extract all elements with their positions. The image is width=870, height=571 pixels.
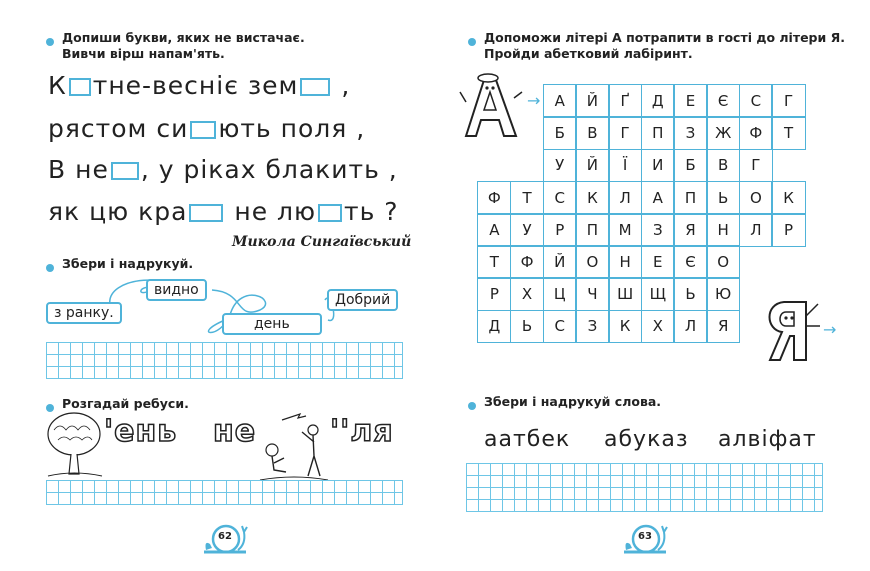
- maze-cell[interactable]: Х: [641, 310, 675, 344]
- maze-cell[interactable]: З: [673, 116, 707, 150]
- maze-empty-cell: [477, 84, 511, 118]
- rebus-2b: ''ля: [330, 414, 394, 449]
- maze-cell[interactable]: С: [739, 84, 773, 118]
- maze-cell[interactable]: Г: [608, 116, 642, 150]
- scrambled-word: аатбек: [484, 427, 571, 452]
- maze-cell[interactable]: Й: [575, 149, 609, 183]
- end-arrow-icon: →: [823, 320, 837, 339]
- maze-cell[interactable]: А: [477, 213, 511, 247]
- word-card[interactable]: день: [222, 313, 322, 335]
- writing-grid[interactable]: [46, 342, 403, 379]
- word-card[interactable]: Добрий: [327, 289, 398, 311]
- maze-cell[interactable]: Х: [510, 277, 544, 311]
- missing-letter-box[interactable]: [318, 204, 342, 222]
- task2-instruction: Збери і надрукуй.: [62, 256, 194, 271]
- maze-cell[interactable]: О: [575, 245, 609, 279]
- poem-line-3: В не , у ріках блакить ,: [48, 155, 398, 184]
- maze-empty-cell: [739, 245, 773, 279]
- maze-cell[interactable]: Т: [510, 181, 544, 215]
- maze-cell[interactable]: Л: [739, 213, 773, 247]
- task2-instruction-right: Збери і надрукуй слова.: [484, 394, 662, 409]
- maze-cell[interactable]: Б: [543, 116, 577, 150]
- maze-cell[interactable]: П: [641, 116, 675, 150]
- bullet-icon: [468, 402, 476, 410]
- maze-cell[interactable]: Ї: [608, 149, 642, 183]
- maze-cell[interactable]: Ґ: [608, 84, 642, 118]
- writing-grid[interactable]: [46, 480, 403, 505]
- maze-cell[interactable]: З: [575, 310, 609, 344]
- writing-grid[interactable]: [466, 463, 823, 512]
- maze-cell[interactable]: Г: [771, 84, 805, 118]
- letter-ya-character-icon: [752, 296, 828, 366]
- page-number: 62: [218, 531, 232, 542]
- maze-cell[interactable]: Я: [673, 213, 707, 247]
- poem-line-1: К тне-весніє зем ,: [48, 71, 351, 100]
- maze-empty-cell: [510, 116, 544, 150]
- task1-instruction: Допиши букви, яких не вистачає. Вивчи вірш напам'ять.: [62, 30, 305, 61]
- maze-cell[interactable]: Д: [477, 310, 511, 344]
- maze-cell[interactable]: К: [608, 310, 642, 344]
- maze-cell[interactable]: Т: [477, 245, 511, 279]
- maze-cell[interactable]: Ц: [543, 277, 577, 311]
- maze-cell[interactable]: Г: [739, 149, 773, 183]
- maze-cell[interactable]: Р: [771, 213, 805, 247]
- scrambled-word: алвіфат: [718, 427, 817, 452]
- poem-line-4: як цю кра не лю ть ?: [48, 197, 399, 226]
- bullet-icon: [46, 38, 54, 46]
- maze-cell[interactable]: Е: [673, 84, 707, 118]
- maze-cell[interactable]: К: [575, 181, 609, 215]
- bullet-icon: [468, 38, 476, 46]
- maze-cell[interactable]: Ь: [673, 277, 707, 311]
- maze-cell[interactable]: Щ: [641, 277, 675, 311]
- maze-cell[interactable]: Ч: [575, 277, 609, 311]
- maze-cell[interactable]: Є: [673, 245, 707, 279]
- maze-cell[interactable]: О: [706, 245, 740, 279]
- children-plane-icon: [258, 408, 330, 486]
- maze-empty-cell: [771, 245, 805, 279]
- maze-cell[interactable]: П: [673, 181, 707, 215]
- maze-cell[interactable]: Ж: [706, 116, 740, 150]
- word-card[interactable]: з ранку.: [46, 302, 122, 324]
- maze-instruction-line-1: Допоможи літері А потрапити в гості до літери Я.: [484, 30, 845, 45]
- missing-letter-box[interactable]: [190, 121, 216, 139]
- scrambled-word: абуказ: [604, 427, 689, 452]
- maze-cell[interactable]: А: [641, 181, 675, 215]
- maze-cell[interactable]: С: [543, 181, 577, 215]
- maze-cell[interactable]: В: [575, 116, 609, 150]
- poem-author: Микола Сингаївський: [232, 234, 412, 250]
- maze-cell[interactable]: У: [543, 149, 577, 183]
- maze-empty-cell: [510, 84, 544, 118]
- maze-cell[interactable]: Ш: [608, 277, 642, 311]
- maze-cell[interactable]: Й: [543, 245, 577, 279]
- maze-cell[interactable]: Т: [771, 116, 805, 150]
- maze-cell[interactable]: Ф: [477, 181, 511, 215]
- maze-empty-cell: [510, 149, 544, 183]
- maze-cell[interactable]: И: [641, 149, 675, 183]
- maze-cell[interactable]: Н: [706, 213, 740, 247]
- maze-cell[interactable]: Ф: [510, 245, 544, 279]
- page-number: 63: [638, 531, 652, 542]
- maze-cell[interactable]: Л: [608, 181, 642, 215]
- maze-cell[interactable]: К: [771, 181, 805, 215]
- rebus-1: 'ень: [104, 414, 178, 449]
- missing-letter-box[interactable]: [69, 78, 91, 96]
- maze-cell[interactable]: В: [706, 149, 740, 183]
- word-card[interactable]: видно: [146, 279, 207, 301]
- maze-cell[interactable]: З: [641, 213, 675, 247]
- maze-cell[interactable]: О: [739, 181, 773, 215]
- missing-letter-box[interactable]: [111, 162, 139, 180]
- missing-letter-box[interactable]: [189, 204, 223, 222]
- rebus-2a: не: [213, 414, 257, 449]
- start-arrow-icon: →: [527, 91, 541, 110]
- maze-empty-cell: [771, 149, 805, 183]
- maze-cell[interactable]: Ф: [739, 116, 773, 150]
- maze-cell[interactable]: Б: [673, 149, 707, 183]
- maze-cell[interactable]: М: [608, 213, 642, 247]
- maze-cell[interactable]: У: [510, 213, 544, 247]
- maze-cell[interactable]: Ь: [706, 181, 740, 215]
- maze-cell[interactable]: Ю: [706, 277, 740, 311]
- maze-cell[interactable]: Р: [543, 213, 577, 247]
- maze-cell[interactable]: Д: [641, 84, 675, 118]
- task3-instruction: Розгадай ребуси.: [62, 396, 189, 411]
- maze-empty-cell: [477, 116, 511, 150]
- maze-cell[interactable]: П: [575, 213, 609, 247]
- maze-cell[interactable]: Р: [477, 277, 511, 311]
- tree-icon: [44, 410, 104, 485]
- maze-cell[interactable]: Ь: [510, 310, 544, 344]
- maze-cell[interactable]: Я: [706, 310, 740, 344]
- maze-instruction-line-2: Пройди абетковий лабіринт.: [484, 46, 693, 61]
- maze-cell[interactable]: Л: [673, 310, 707, 344]
- maze-cell[interactable]: С: [543, 310, 577, 344]
- maze-cell[interactable]: Є: [706, 84, 740, 118]
- maze-cell[interactable]: Й: [575, 84, 609, 118]
- maze-cell[interactable]: Е: [641, 245, 675, 279]
- maze-cell[interactable]: А: [543, 84, 577, 118]
- maze-cell[interactable]: Н: [608, 245, 642, 279]
- missing-letter-box[interactable]: [300, 78, 330, 96]
- poem-line-2: рястом си ють поля ,: [48, 114, 366, 143]
- maze-empty-cell: [477, 149, 511, 183]
